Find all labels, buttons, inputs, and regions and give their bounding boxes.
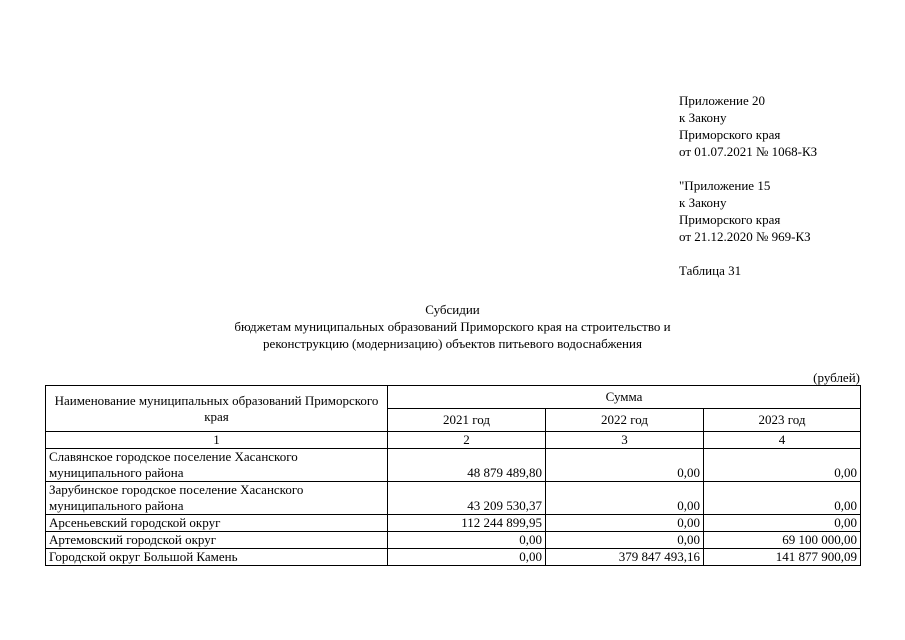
row-value-2021: 0,00 (388, 532, 546, 549)
row-value-2022: 379 847 493,16 (546, 549, 704, 566)
header-year: 2022 год (546, 409, 704, 432)
row-value-2023: 141 877 900,09 (704, 549, 861, 566)
row-name: Артемовский городской округ (46, 532, 388, 549)
appendix-block-original (679, 177, 817, 245)
index-cell: 1 (46, 432, 388, 449)
appendix-reference (679, 92, 817, 279)
appendix-line: "Приложение 15 (679, 178, 771, 193)
row-value-2021: 43 209 530,37 (388, 482, 546, 515)
row-value-2022: 0,00 (546, 532, 704, 549)
appendix-line: Приморского края (679, 212, 781, 227)
row-value-2021: 48 879 489,80 (388, 449, 546, 482)
title-line: реконструкцию (модернизацию) объектов питьевого водоснабжения (263, 336, 642, 351)
appendix-line: к Закону (679, 110, 727, 125)
row-name: Арсеньевский городской округ (46, 515, 388, 532)
row-name: Славянское городское поселение Хасанского муниципального района (46, 449, 388, 482)
header-sum: Сумма (388, 386, 861, 409)
index-cell: 4 (704, 432, 861, 449)
header-name: Наименование муниципальных образований Приморского края (46, 386, 388, 432)
document-title (0, 301, 905, 352)
table-row (46, 532, 861, 549)
row-name: Городской округ Большой Камень (46, 549, 388, 566)
header-year: 2023 год (704, 409, 861, 432)
table-row (46, 515, 861, 532)
title-line: бюджетам муниципальных образований Приморского края на строительство и (234, 319, 671, 334)
appendix-line: к Закону (679, 195, 727, 210)
index-cell: 3 (546, 432, 704, 449)
appendix-line: Приморского края (679, 127, 781, 142)
header-year: 2021 год (388, 409, 546, 432)
units-label: (рублей) (813, 370, 860, 385)
row-value-2023: 0,00 (704, 482, 861, 515)
row-value-2023: 0,00 (704, 515, 861, 532)
row-value-2023: 69 100 000,00 (704, 532, 861, 549)
appendix-line: от 21.12.2020 № 969-КЗ (679, 229, 811, 244)
appendix-block-current (679, 92, 817, 160)
appendix-line: от 01.07.2021 № 1068-КЗ (679, 144, 818, 159)
index-cell: 2 (388, 432, 546, 449)
row-name: Зарубинское городское поселение Хасанского муниципального района (46, 482, 388, 515)
title-line: Субсидии (425, 302, 480, 317)
subsidies-table (45, 385, 861, 566)
table-header-row (46, 386, 861, 409)
table-row (46, 549, 861, 566)
table-index-row (46, 432, 861, 449)
row-value-2022: 0,00 (546, 449, 704, 482)
row-value-2023: 0,00 (704, 449, 861, 482)
table-row (46, 449, 861, 482)
table-label: Таблица 31 (679, 263, 742, 278)
row-value-2022: 0,00 (546, 515, 704, 532)
row-value-2021: 112 244 899,95 (388, 515, 546, 532)
row-value-2021: 0,00 (388, 549, 546, 566)
appendix-line: Приложение 20 (679, 93, 766, 108)
row-value-2022: 0,00 (546, 482, 704, 515)
table-row (46, 482, 861, 515)
